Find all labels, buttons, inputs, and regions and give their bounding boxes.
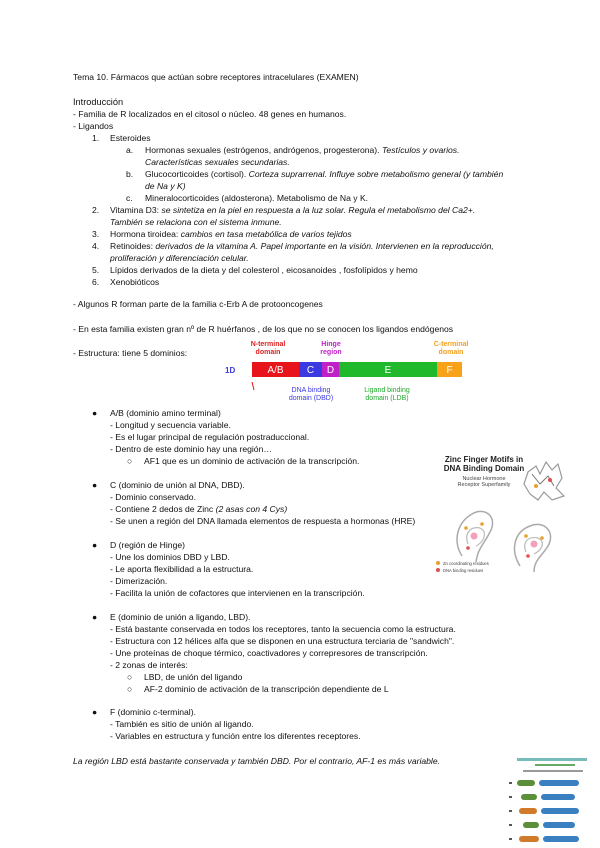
list-item-text: También se relaciona con el sistema inmune. (110, 217, 282, 227)
row-marker (509, 782, 512, 784)
domain-f-item: - También es sitio de unión al ligando. (110, 719, 254, 729)
bar-dbd (519, 808, 537, 814)
bullet-icon: ● (92, 408, 98, 418)
domain-ab-heading: A/B (dominio amino terminal) (110, 408, 221, 418)
alignment-bar (535, 764, 575, 766)
list-item-mineralocorticoids: Mineralocorticoides (aldosterona). Metabolismo de Na y K. (145, 193, 369, 203)
paragraph-cerba: - Algunos R forman parte de la familia c-Erb A de protooncogenes (73, 299, 323, 309)
legend-swatch-dna (436, 568, 440, 572)
c-terminal-label: C-terminal (433, 341, 469, 348)
zinc-atom-icon (531, 541, 538, 548)
list-letter: b. (126, 169, 134, 179)
paragraph-structure: - Estructura: tiene 5 dominios: (73, 348, 188, 358)
bar-lbd (541, 794, 575, 800)
segment-e-label: E (384, 365, 392, 376)
dbd-label-2: domain (DBD) (288, 395, 334, 402)
dbd-label: DNA binding (291, 387, 331, 394)
domain-e-heading: E (dominio de unión a ligando, LBD). (110, 612, 251, 622)
list-number: 5. (92, 265, 100, 275)
intro-ligands: - Ligandos (73, 121, 114, 131)
circle-bullet-icon: ○ (127, 684, 133, 694)
residue-dot (534, 484, 538, 488)
list-item-xenobiotics: Xenobióticos (110, 277, 160, 287)
list-item-glucocorticoids: Glucocorticoides (cortisol). Corteza suprarrenal. Influye sobre metabolismo general (y también (145, 169, 504, 179)
domain-d-item: - Le aporta flexibilidad a la estructura. (110, 564, 254, 574)
residue-dot (466, 546, 470, 550)
row-marker (509, 824, 512, 826)
residue-dot (548, 478, 552, 482)
bar-dbd (521, 794, 537, 800)
page-title: Tema 10. Fármacos que actúan sobre receptores intracelulares (EXAMEN) (73, 72, 359, 82)
row-marker (509, 838, 512, 840)
list-number: 6. (92, 277, 100, 287)
list-number: 2. (92, 205, 100, 215)
lbd-label: Ligand binding (364, 387, 410, 394)
legend-swatch-zn (436, 561, 440, 565)
hinge-label: Hinge (321, 341, 341, 348)
protein-structure-icon (524, 462, 564, 500)
zinc-figure-title: Zinc Finger Motifs in (444, 455, 524, 464)
domain-d-item: - Facilita la unión de cofactores que intervienen en la transcripción. (110, 588, 365, 598)
domain-diagram (215, 338, 475, 410)
domain-c-item: - Se unen a región del DNA llamada elementos de respuesta a hormonas (HRE) (110, 516, 416, 526)
paragraph-orphans: - En esta familia existen gran nº de R huérfanos , de los que no se conocen los ligandos endógenos (73, 324, 454, 334)
zinc-atom-icon (471, 533, 478, 540)
domain-c-item: - Contiene 2 dedos de Zinc (2 asas con 4 Cys) (110, 504, 288, 514)
segment-ab-label: A/B (267, 365, 284, 376)
domain-d-heading: D (región de Hinge) (110, 540, 185, 550)
domain-e-item: - Está bastante conservada en todos los receptores, tanto la secuencia como la estructura. (110, 624, 456, 634)
alignment-bar (523, 770, 583, 772)
bar-lbd (541, 808, 579, 814)
list-letter: a. (126, 145, 134, 155)
list-item-text: Características sexuales secundarias. (145, 157, 290, 167)
bullet-icon: ● (92, 540, 98, 550)
bar-lbd (539, 780, 579, 786)
alignment-bar (517, 758, 587, 761)
segment-c-label: C (306, 365, 315, 376)
receptor-alignment-figure (505, 752, 595, 846)
segment-d-label: D (326, 365, 335, 376)
domain-ab-item: - Longitud y secuencia variable. (110, 420, 231, 430)
domain-d-item: - Dimerización. (110, 576, 168, 586)
domain-ab-item: - Es el lugar principal de regulación postraduccional. (110, 432, 310, 442)
circle-bullet-icon: ○ (127, 456, 133, 466)
list-item-thyroid: Hormona tiroidea: cambios en tasa metabólica de varios tejidos (110, 229, 352, 239)
conclusion-text: La región LBD está bastante conservada y también DBD. Por el contrario, AF-1 es más variable. (73, 756, 441, 766)
list-item-sex-hormones: Hormonas sexuales (estrógenos, andrógenos, progesterona). Testículos y ovarios. (145, 145, 460, 155)
residue-dot (464, 526, 468, 530)
zinc-figure-title-2: DNA Binding Domain (443, 464, 525, 473)
domain-ab-item: - Dentro de este dominio hay una región… (110, 444, 272, 454)
domain-e-item: - Estructura con 12 hélices alfa que se disponen en una estructura terciaria de "sandwich". (110, 636, 455, 646)
domain-ab-subitem: AF1 que es un dominio de activación de la transcripción. (144, 456, 360, 466)
list-number: 3. (92, 229, 100, 239)
domain-c-heading: C (dominio de unión al DNA, DBD). (110, 480, 245, 490)
n-terminal-domain-label: domain (255, 349, 281, 356)
bullet-icon: ● (92, 707, 98, 717)
list-number: 4. (92, 241, 100, 251)
c-terminal-domain-label: domain (438, 349, 464, 356)
domain-e-item: - Une proteínas de choque térmico, coactivadores y correpresores de transcripción. (110, 648, 428, 658)
bar-dbd (519, 836, 539, 842)
bullet-icon: ● (92, 480, 98, 490)
row-marker (509, 796, 512, 798)
domain-e-subitem: LBD, de unión del ligando (144, 672, 243, 682)
residue-dot (526, 554, 530, 558)
domain-d-item: - Une los dominios DBD y LBD. (110, 552, 230, 562)
list-letter: c. (126, 193, 133, 203)
bar-lbd (543, 836, 579, 842)
zinc-finger-2-icon (515, 524, 551, 572)
zinc-legend-2: DNA binding residues (443, 568, 484, 573)
domain-e-subitem: AF-2 dominio de activación de la transcripción dependiente de L (144, 684, 389, 694)
hinge-region-label: region (320, 349, 342, 356)
bar-lbd (543, 822, 575, 828)
zinc-figure-subtitle-2: Receptor Superfamily (457, 482, 511, 488)
residue-dot (480, 522, 484, 526)
domain-c-item: - Dominio conservado. (110, 492, 196, 502)
segment-f-label: F (446, 365, 453, 376)
list-item-text: proliferación y diferenciación celular. (110, 253, 249, 263)
residue-dot (524, 534, 528, 538)
list-number: 1. (92, 133, 100, 143)
bullet-icon: ● (92, 612, 98, 622)
list-item-lipids: Lípidos derivados de la dieta y del colesterol , eicosanoides , fosfolípidos y hemo (110, 265, 418, 275)
zinc-legend-1: Zn coordinating residues (443, 561, 489, 566)
list-item-steroids: Esteroides (110, 133, 151, 143)
label-1d: 1D (225, 366, 236, 375)
zinc-figure-subtitle: Nuclear Hormone (462, 476, 506, 482)
bar-dbd (517, 780, 535, 786)
list-item-text: de Na y K) (145, 181, 186, 191)
lbd-label-2: domain (LDB) (365, 395, 409, 402)
row-marker (509, 810, 512, 812)
circle-bullet-icon: ○ (127, 672, 133, 682)
zinc-finger-figure (428, 444, 578, 578)
list-item-vitamin-d3: Vitamina D3: se sintetiza en la piel en respuesta a la luz solar. Regula el metabolismo del Ca2+. (110, 205, 476, 215)
n-terminal-label: N-terminal (250, 341, 286, 348)
tick-mark (252, 382, 254, 390)
intro-heading: Introducción (73, 97, 124, 107)
intro-line: - Familia de R localizados en el citosol o núcleo. 48 genes en humanos. (73, 109, 347, 119)
bar-dbd (523, 822, 539, 828)
domain-f-heading: F (dominio c-terminal). (110, 707, 196, 717)
list-item-retinoids: Retinoides: derivados de la vitamina A. Papel importante en la visión. Intervienen en la reproducción, (110, 241, 494, 251)
domain-f-item: - Variables en estructura y función entre los diferentes receptores. (110, 731, 361, 741)
domain-e-item: - 2 zonas de interés: (110, 660, 188, 670)
residue-dot (540, 536, 544, 540)
